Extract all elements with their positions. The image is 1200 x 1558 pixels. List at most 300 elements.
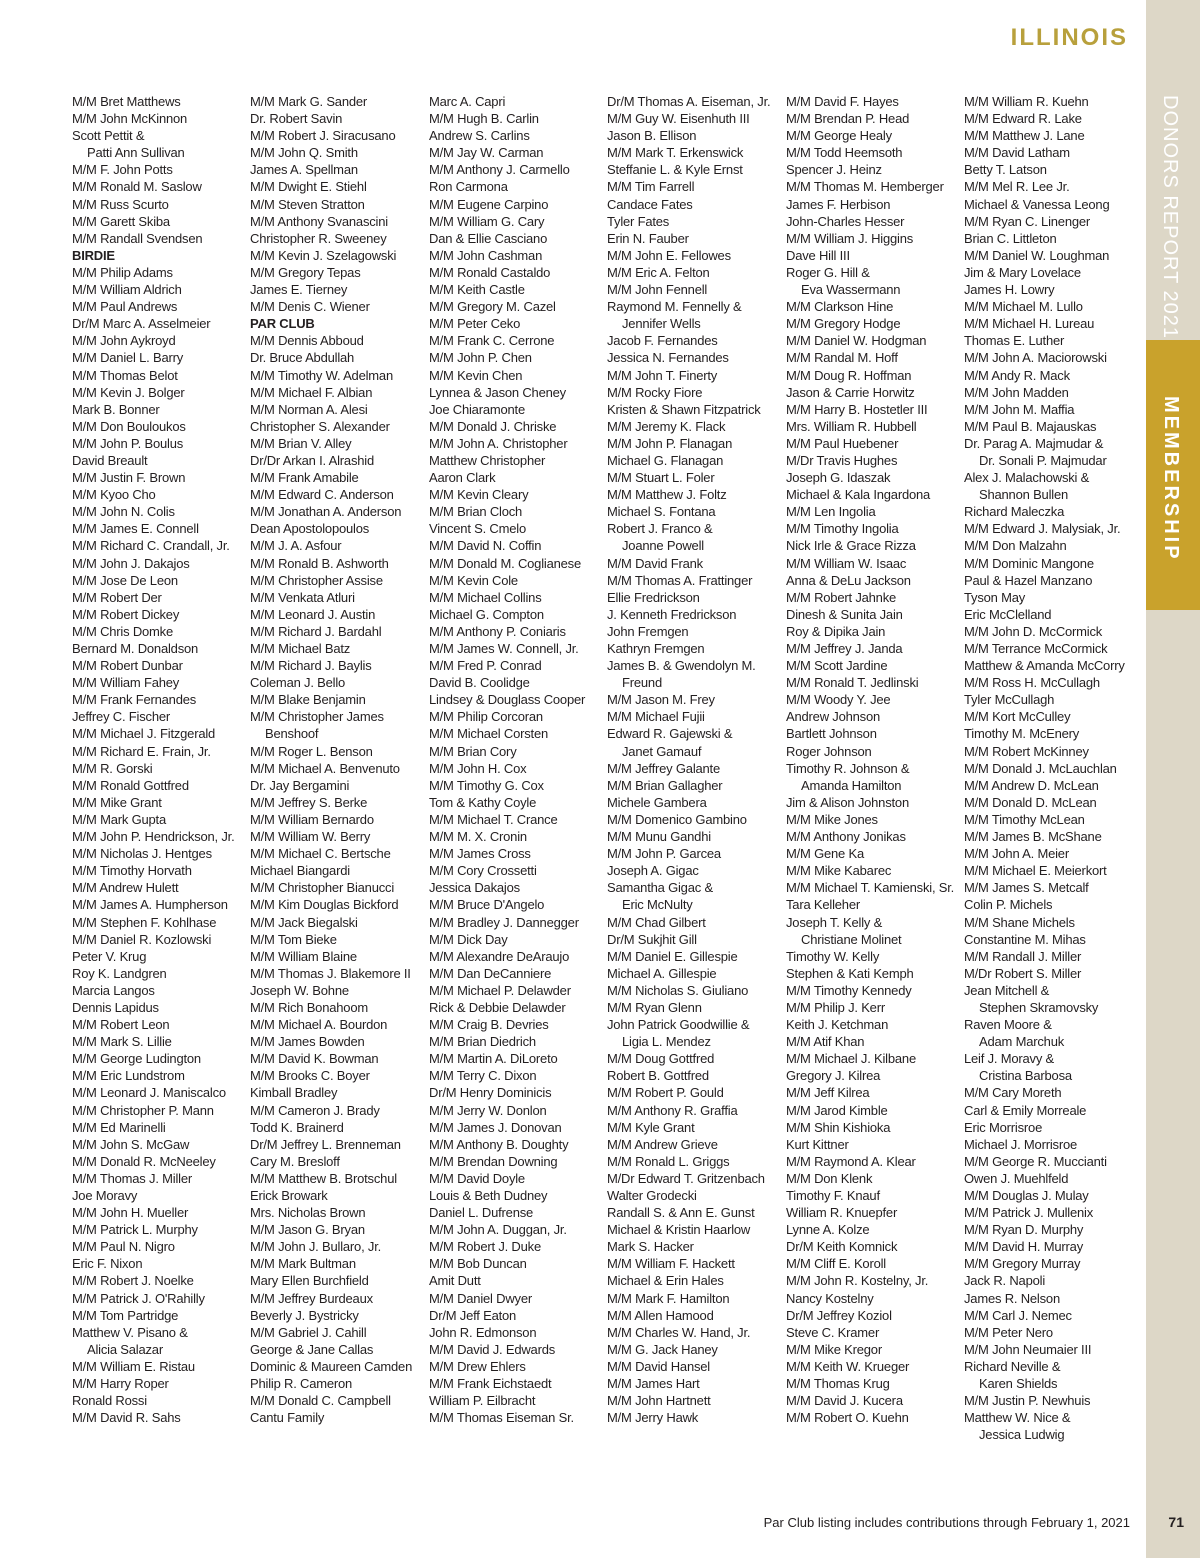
donor-name: John Fremgen bbox=[607, 623, 689, 639]
donor-name: Ron Carmona bbox=[429, 179, 508, 195]
donor-name: M/M Don Malzahn bbox=[964, 538, 1067, 554]
donor-name: M/M Anthony Jonikas bbox=[786, 829, 906, 845]
donor-name: James F. Herbison bbox=[786, 196, 891, 212]
donor-name: M/M Drew Ehlers bbox=[429, 1358, 526, 1374]
donor-name: M/M Justin P. Newhuis bbox=[964, 1393, 1091, 1409]
donor-name-continued: Benshoof bbox=[265, 726, 319, 742]
donor-name: M/M Christopher Assise bbox=[250, 572, 383, 588]
donor-name: Erin N. Fauber bbox=[607, 230, 689, 246]
donor-name: M/M Doug R. Hoffman bbox=[786, 367, 912, 383]
donor-name: Steve C. Kramer bbox=[786, 1324, 880, 1340]
donor-name: M/M Daniel W. Loughman bbox=[964, 247, 1110, 263]
donor-name: Jim & Mary Lovelace bbox=[964, 264, 1081, 280]
donor-name: M/M Cory Crossetti bbox=[429, 863, 537, 879]
donor-name: M/M Thomas Krug bbox=[786, 1376, 890, 1392]
donor-name: M/M Robert McKinney bbox=[964, 743, 1089, 759]
donor-name: M/M John Neumaier III bbox=[964, 1341, 1092, 1357]
donor-name: M/M Jeffrey J. Janda bbox=[786, 641, 903, 656]
donor-name: M/M Jeffrey Galante bbox=[607, 760, 721, 776]
donor-name: M/M Robert O. Kuehn bbox=[786, 1410, 909, 1426]
sidebar-report-label: DONORS REPORT 2021 bbox=[1159, 95, 1181, 340]
donor-name: M/M Paul B. Majauskas bbox=[964, 418, 1097, 434]
donor-name: M/M Ronald B. Ashworth bbox=[250, 555, 389, 571]
donor-name: M/M Robert P. Gould bbox=[607, 1085, 724, 1101]
donor-name: Dr. Robert Savin bbox=[250, 111, 343, 127]
donor-name: M/M Bret Matthews bbox=[72, 94, 181, 109]
donor-name: M/M Michael C. Bertsche bbox=[250, 846, 391, 862]
donor-name: M/M Michael J. Fitzgerald bbox=[72, 726, 216, 742]
donor-name: M/M Kyle Grant bbox=[607, 1119, 695, 1135]
donor-name: Dean Apostolopoulos bbox=[250, 521, 370, 537]
donor-name: M/M Donald R. McNeeley bbox=[72, 1153, 216, 1169]
donor-name: M/M Paul Andrews bbox=[72, 299, 178, 315]
sidebar bbox=[1146, 0, 1200, 1558]
donor-name: M/M Michael Fujii bbox=[607, 709, 705, 725]
donor-name: M/M Robert Dickey bbox=[72, 606, 180, 622]
donor-name: M/M Jose De Leon bbox=[72, 572, 178, 588]
donor-name: M/M Munu Gandhi bbox=[607, 829, 711, 845]
donor-name: M/M Domenico Gambino bbox=[607, 811, 747, 827]
donor-name: M/M Chad Gilbert bbox=[607, 914, 706, 930]
donor-name: Richard Maleczka bbox=[964, 504, 1065, 520]
donor-name: M/M Michael T. Kamienski, Sr. bbox=[786, 880, 955, 896]
donor-name: M/M Bradley J. Dannegger bbox=[429, 914, 579, 930]
donor-name: M/M Raymond A. Klear bbox=[786, 1153, 916, 1169]
donor-name: Mrs. Nicholas Brown bbox=[250, 1205, 366, 1221]
donor-name: M/M Michael E. Meierkort bbox=[964, 863, 1107, 879]
donor-name: M/M Shin Kishioka bbox=[786, 1119, 891, 1135]
donor-name: Dr/Dr Arkan I. Alrashid bbox=[250, 452, 374, 468]
donor-name: Joe Chiaramonte bbox=[429, 401, 525, 417]
donor-name: M/M Robert J. Duke bbox=[429, 1239, 541, 1255]
donor-name: Todd K. Brainerd bbox=[250, 1119, 344, 1135]
donor-name: M/M John A. Christopher bbox=[429, 435, 568, 451]
donor-name: M/M Timothy Horvath bbox=[72, 863, 192, 879]
donor-name: Gregory J. Kilrea bbox=[786, 1068, 881, 1084]
donor-name: M/M Andrew Grieve bbox=[607, 1136, 718, 1152]
donor-name: M/M Frank Amabile bbox=[250, 470, 359, 486]
donor-name: M/M Patrick J. O'Rahilly bbox=[72, 1290, 205, 1306]
donor-name: M/M William Aldrich bbox=[72, 282, 182, 298]
donor-name: Lindsey & Douglass Cooper bbox=[429, 692, 586, 708]
donor-name: Steffanie L. & Kyle Ernst bbox=[607, 162, 743, 178]
donor-name: Dr/M Jeffrey Koziol bbox=[786, 1307, 892, 1323]
donor-category-heading: BIRDIE bbox=[72, 247, 115, 263]
donor-name: Tyler McCullagh bbox=[964, 692, 1055, 708]
donor-name: M/M Kevin Chen bbox=[429, 367, 523, 383]
donor-name: M/M John Q. Smith bbox=[250, 145, 358, 161]
donor-name: M/M Anthony Svanascini bbox=[250, 213, 388, 229]
donor-name: John R. Edmonson bbox=[429, 1324, 537, 1340]
donor-column-6 bbox=[964, 93, 1138, 1443]
donor-name-continued: Alicia Salazar bbox=[87, 1341, 163, 1357]
donor-name: M/M Timothy Ingolia bbox=[786, 521, 899, 537]
donor-name: Matthew V. Pisano & bbox=[72, 1324, 188, 1340]
donor-name: M/M Mark F. Hamilton bbox=[607, 1290, 730, 1306]
donor-name: M/M David Hansel bbox=[607, 1358, 710, 1374]
donor-name: M/M Richard C. Crandall, Jr. bbox=[72, 538, 230, 554]
donor-name: Edward R. Gajewski & bbox=[607, 726, 733, 742]
donor-name: Michael & Kala Ingardona bbox=[786, 487, 931, 503]
donor-name: M/M Jeffrey S. Berke bbox=[250, 794, 368, 810]
donor-name: Mark B. Bonner bbox=[72, 401, 160, 417]
donor-name: M/M Anthony B. Doughty bbox=[429, 1136, 569, 1152]
donor-name: M/M Mark G. Sander bbox=[250, 94, 368, 109]
donor-name: Jacob F. Fernandes bbox=[607, 333, 718, 349]
donor-name: M/M Randal M. Hoff bbox=[786, 350, 898, 366]
donor-name: M/M William Bernardo bbox=[250, 811, 374, 827]
donor-name: M/M Robert Der bbox=[72, 589, 162, 605]
donor-name: Spencer J. Heinz bbox=[786, 162, 882, 178]
donor-name: Tyson May bbox=[964, 589, 1026, 605]
donor-name: Daniel L. Dufrense bbox=[429, 1205, 534, 1221]
donor-name: M/M Harry B. Hostetler III bbox=[786, 401, 928, 417]
donor-name: James H. Lowry bbox=[964, 282, 1055, 298]
donor-name: M/M David Doyle bbox=[429, 1170, 525, 1186]
donor-name: M/M Ryan D. Murphy bbox=[964, 1222, 1084, 1238]
donor-name: William R. Knuepfer bbox=[786, 1205, 898, 1221]
donor-name: M/M Dennis Abboud bbox=[250, 333, 364, 349]
donor-column-4 bbox=[607, 93, 781, 1426]
donor-name: M/M John S. McGaw bbox=[72, 1136, 190, 1152]
page-number: 71 bbox=[1168, 1514, 1184, 1530]
donor-name: Alex J. Malachowski & bbox=[964, 470, 1090, 486]
donor-name: M/M Matthew J. Lane bbox=[964, 128, 1085, 144]
donor-columns bbox=[72, 93, 1132, 1453]
donor-name: M/M Timothy G. Cox bbox=[429, 777, 544, 793]
donor-name: Philip R. Cameron bbox=[250, 1376, 353, 1392]
donor-name: M/M John H. Mueller bbox=[72, 1205, 189, 1221]
donor-name: M/M Brian Cory bbox=[429, 743, 517, 759]
donor-name: M/M Paul Huebener bbox=[786, 435, 899, 451]
donor-name: M/M Ryan C. Linenger bbox=[964, 213, 1091, 229]
donor-name: M/M Christopher James bbox=[250, 709, 384, 725]
donor-name: M/M Douglas J. Mulay bbox=[964, 1188, 1089, 1203]
donor-name: M/M Bob Duncan bbox=[429, 1256, 527, 1272]
donor-name: Michael & Kristin Haarlow bbox=[607, 1222, 751, 1238]
donor-name: David Breault bbox=[72, 452, 148, 468]
donor-name: M/M John Hartnett bbox=[607, 1393, 711, 1409]
donor-name: M/M Kevin Cleary bbox=[429, 487, 529, 503]
donor-name: M/M William E. Ristau bbox=[72, 1358, 195, 1374]
donor-name: Brian C. Littleton bbox=[964, 230, 1057, 246]
donor-name: Leif J. Moravy & bbox=[964, 1051, 1054, 1067]
donor-name: Joe Moravy bbox=[72, 1188, 138, 1203]
donor-name: M/M Ronald M. Saslow bbox=[72, 179, 202, 195]
donor-name: Eric Morrisroe bbox=[964, 1119, 1043, 1135]
donor-name: M/M Carl J. Nemec bbox=[964, 1307, 1072, 1323]
page-section-title: ILLINOIS bbox=[1010, 24, 1128, 51]
donor-name: M/M Frank C. Cerrone bbox=[429, 333, 555, 349]
donor-name: M/M John P. Hendrickson, Jr. bbox=[72, 829, 235, 845]
donor-name: Jeffrey C. Fischer bbox=[72, 709, 171, 725]
donor-name: M/M Michael H. Lureau bbox=[964, 316, 1095, 332]
donor-name: M/M Edward C. Anderson bbox=[250, 487, 394, 503]
donor-name: Robert J. Franco & bbox=[607, 521, 713, 537]
donor-name: Dan & Ellie Casciano bbox=[429, 230, 548, 246]
donor-name: M/M Andrew D. McLean bbox=[964, 777, 1099, 793]
donor-name: M/M Nicholas S. Giuliano bbox=[607, 982, 749, 998]
donor-name: M/M Robert J. Noelke bbox=[72, 1273, 194, 1289]
donor-name: M/M Richard E. Frain, Jr. bbox=[72, 743, 211, 759]
donor-name: M/M William Blaine bbox=[250, 948, 357, 964]
donor-name: M/M R. Gorski bbox=[72, 760, 153, 776]
donor-name: M/M Randall J. Miller bbox=[964, 948, 1082, 964]
donor-name: M/M Mark S. Lillie bbox=[72, 1034, 172, 1050]
donor-name: M/M Michael J. Kilbane bbox=[786, 1051, 916, 1067]
donor-name-continued: Cristina Barbosa bbox=[979, 1068, 1072, 1084]
donor-name: M/M Ronald Gottfred bbox=[72, 777, 189, 793]
donor-name: M/M Hugh B. Carlin bbox=[429, 111, 539, 127]
donor-name: M/M John D. McCormick bbox=[964, 623, 1103, 639]
donor-name: M/M Philip Corcoran bbox=[429, 709, 543, 725]
donor-name: Michele Gambera bbox=[607, 794, 707, 810]
donor-name: M/M Jack Biegalski bbox=[250, 914, 358, 930]
donor-name-continued: Jessica Ludwig bbox=[979, 1427, 1065, 1443]
donor-name: M/M Christopher Bianucci bbox=[250, 880, 395, 896]
donor-name: M/M F. John Potts bbox=[72, 162, 173, 178]
donor-name: Ellie Fredrickson bbox=[607, 589, 700, 605]
donor-name: M/M William F. Hackett bbox=[607, 1256, 735, 1272]
donor-name: M/M Edward R. Lake bbox=[964, 111, 1082, 127]
donor-name: Erick Browark bbox=[250, 1188, 328, 1203]
donor-name: M/M Atif Khan bbox=[786, 1034, 865, 1050]
donor-name: M/M William W. Berry bbox=[250, 829, 371, 845]
donor-name: M/M Harry Roper bbox=[72, 1376, 169, 1392]
donor-name: M/M Randall Svendsen bbox=[72, 230, 203, 246]
donor-name: M/M Jason M. Frey bbox=[607, 692, 715, 708]
donor-name: M/M William W. Isaac bbox=[786, 555, 907, 571]
donor-name: M/M Steven Stratton bbox=[250, 196, 365, 212]
donor-name: James E. Tierney bbox=[250, 282, 348, 298]
donor-name: M/M John P. Flanagan bbox=[607, 435, 733, 451]
donor-name: M/M Patrick L. Murphy bbox=[72, 1222, 198, 1238]
donor-name-continued: Shannon Bullen bbox=[979, 487, 1068, 503]
donor-column-1 bbox=[72, 93, 246, 1426]
donor-name: Dave Hill III bbox=[786, 247, 850, 263]
donor-name: M/M Ronald T. Jedlinski bbox=[786, 675, 919, 691]
donor-name: Marcia Langos bbox=[72, 982, 155, 998]
donor-name: Mary Ellen Burchfield bbox=[250, 1273, 369, 1289]
donor-name: M/M Daniel Dwyer bbox=[429, 1290, 532, 1306]
donor-name: M/M Norman A. Alesi bbox=[250, 401, 368, 417]
donor-name: William P. Eilbracht bbox=[429, 1393, 536, 1409]
donor-name: M/M John N. Colis bbox=[72, 504, 175, 520]
donor-name: M/M Mark T. Erkenswick bbox=[607, 145, 744, 161]
donor-name: Dennis Lapidus bbox=[72, 999, 159, 1015]
donor-name: Eric McClelland bbox=[964, 606, 1052, 622]
donor-name: M/M William G. Cary bbox=[429, 213, 545, 229]
donor-name: M/M Brian Diedrich bbox=[429, 1034, 536, 1050]
donor-name: M/M John H. Cox bbox=[429, 760, 527, 776]
donor-name: M/M Rich Bonahoom bbox=[250, 999, 368, 1015]
donor-name: M/M Philip J. Kerr bbox=[786, 999, 885, 1015]
donor-name: M/M Andy R. Mack bbox=[964, 367, 1070, 383]
donor-name: M/M Kim Douglas Bickford bbox=[250, 897, 399, 913]
donor-name-continued: Adam Marchuk bbox=[979, 1034, 1065, 1050]
donor-name: M/M Donald D. McLean bbox=[964, 794, 1097, 810]
donor-name: Dr/M Jeff Eaton bbox=[429, 1307, 517, 1323]
donor-name: M/M Garett Skiba bbox=[72, 213, 170, 229]
donor-name: Roy & Dipika Jain bbox=[786, 623, 886, 639]
donor-name: M/M James Bowden bbox=[250, 1034, 365, 1050]
donor-name: Raymond M. Fennelly & bbox=[607, 299, 742, 315]
donor-name: M/M Frank Fernandes bbox=[72, 692, 197, 708]
donor-name-continued: Freund bbox=[622, 675, 662, 691]
donor-name: M/M Daniel E. Gillespie bbox=[607, 948, 738, 964]
donor-name: Cantu Family bbox=[250, 1410, 325, 1426]
donor-name: M/M Mike Grant bbox=[72, 794, 162, 810]
donor-name: M/M John A. Meier bbox=[964, 846, 1069, 862]
donor-name: Michael & Vanessa Leong bbox=[964, 196, 1110, 212]
donor-name: M/M Len Ingolia bbox=[786, 504, 876, 520]
donor-name: Roger G. Hill & bbox=[786, 264, 870, 280]
donor-name: Matthew W. Nice & bbox=[964, 1410, 1071, 1426]
donor-name: M/M John Fennell bbox=[607, 282, 708, 298]
donor-name: M/M Russ Scurto bbox=[72, 196, 169, 212]
donor-name: M/M Mel R. Lee Jr. bbox=[964, 179, 1070, 195]
donor-name: M/M Dominic Mangone bbox=[964, 555, 1094, 571]
donor-name: Dominic & Maureen Camden bbox=[250, 1358, 413, 1374]
donor-name: M/M Dan DeCanniere bbox=[429, 965, 552, 981]
donor-name: Raven Moore & bbox=[964, 1017, 1052, 1033]
donor-name: M/M James Hart bbox=[607, 1376, 700, 1392]
donor-name: M/M Ed Marinelli bbox=[72, 1119, 166, 1135]
donor-name: M/M Daniel W. Hodgman bbox=[786, 333, 927, 349]
donor-name-continued: Amanda Hamilton bbox=[801, 777, 902, 793]
donor-name: M/M George Healy bbox=[786, 128, 892, 144]
donor-name: Joseph A. Gigac bbox=[607, 863, 699, 879]
donor-name: Michael & Erin Hales bbox=[607, 1273, 724, 1289]
donor-name: M/M James J. Donovan bbox=[429, 1119, 562, 1135]
donor-name: Thomas E. Luther bbox=[964, 333, 1065, 349]
donor-name: M/M Shane Michels bbox=[964, 914, 1075, 930]
donor-name: M/M Mike Kabarec bbox=[786, 863, 892, 879]
donor-name: Jim & Alison Johnston bbox=[786, 794, 909, 810]
donor-name: M/M John Madden bbox=[964, 384, 1069, 400]
donor-name: Owen J. Muehlfeld bbox=[964, 1170, 1069, 1186]
donor-name: M/M John P. Boulus bbox=[72, 435, 184, 451]
donor-name: George & Jane Callas bbox=[250, 1341, 374, 1357]
donor-name: Jack R. Napoli bbox=[964, 1273, 1046, 1289]
donor-name: M/M David J. Edwards bbox=[429, 1341, 556, 1357]
donor-name: M/M John M. Maffia bbox=[964, 401, 1075, 417]
donor-name: M/M M. X. Cronin bbox=[429, 829, 527, 845]
donor-name: M/M Mike Jones bbox=[786, 811, 878, 827]
donor-name: M/M Eric A. Felton bbox=[607, 264, 710, 280]
donor-name: Matthew & Amanda McCorry bbox=[964, 658, 1125, 674]
donor-name: Dr. Jay Bergamini bbox=[250, 777, 350, 793]
donor-name: Lynne A. Kolze bbox=[786, 1222, 870, 1238]
donor-name: M/M Thomas A. Frattinger bbox=[607, 572, 753, 588]
donor-name: Roy K. Landgren bbox=[72, 965, 167, 981]
donor-name: Stephen & Kati Kemph bbox=[786, 965, 914, 981]
donor-name: M/M Cameron J. Brady bbox=[250, 1102, 380, 1118]
donor-name-continued: Christiane Molinet bbox=[801, 931, 902, 947]
donor-name: M/M John J. Dakajos bbox=[72, 555, 190, 571]
donor-name: M/M Doug Gottfred bbox=[607, 1051, 715, 1067]
donor-name: Scott Pettit & bbox=[72, 128, 145, 144]
donor-name: Kristen & Shawn Fitzpatrick bbox=[607, 401, 761, 417]
donor-name: Aaron Clark bbox=[429, 470, 496, 486]
donor-name: M/M Robert Leon bbox=[72, 1017, 170, 1033]
donor-name: M/M Blake Benjamin bbox=[250, 692, 366, 708]
donor-name: M/M Gregory Tepas bbox=[250, 264, 361, 280]
donor-name-continued: Dr. Sonali P. Majmudar bbox=[979, 452, 1107, 468]
donor-name: Andrew Johnson bbox=[786, 709, 881, 725]
donor-name: M/M Todd Heemsoth bbox=[786, 145, 903, 161]
donor-name: M/M Brendan P. Head bbox=[786, 111, 910, 127]
donor-name: James A. Spellman bbox=[250, 162, 358, 178]
donor-name: M/M Thomas J. Blakemore II bbox=[250, 965, 411, 981]
donor-name: Peter V. Krug bbox=[72, 948, 147, 964]
donor-name: M/M John A. Duggan, Jr. bbox=[429, 1222, 567, 1238]
donor-name: Dr/M Marc A. Asselmeier bbox=[72, 316, 211, 332]
donor-name: Timothy W. Kelly bbox=[786, 948, 880, 964]
donor-name: M/M Brooks C. Boyer bbox=[250, 1068, 370, 1084]
donor-name: M/M J. A. Asfour bbox=[250, 538, 342, 554]
donor-name-continued: Ligia L. Mendez bbox=[622, 1034, 711, 1050]
donor-name: Dr/M Henry Dominicis bbox=[429, 1085, 552, 1101]
donor-name: M/M Leonard J. Austin bbox=[250, 606, 376, 622]
donor-name: M/M Michael M. Lullo bbox=[964, 299, 1083, 315]
donor-name: M/M Rocky Fiore bbox=[607, 384, 703, 400]
donor-name: M/M Alexandre DeAraujo bbox=[429, 948, 570, 964]
donor-name: M/M Thomas M. Hemberger bbox=[786, 179, 944, 195]
donor-name: M/M John T. Finerty bbox=[607, 367, 718, 383]
sidebar-report-label-area bbox=[1146, 0, 1200, 340]
donor-name: M/M Venkata Atluri bbox=[250, 589, 355, 605]
donor-name: Kurt Kittner bbox=[786, 1136, 849, 1152]
donor-name: Eric F. Nixon bbox=[72, 1256, 143, 1272]
donor-name: M/M William Fahey bbox=[72, 675, 180, 691]
donor-name: M/M Kyoo Cho bbox=[72, 487, 156, 503]
donor-name: M/M Justin F. Brown bbox=[72, 470, 186, 486]
donor-name: M/M Thomas J. Miller bbox=[72, 1170, 192, 1186]
donor-name: Michael G. Compton bbox=[429, 606, 544, 622]
donor-name: M/M Tom Bieke bbox=[250, 931, 337, 947]
donor-name-continued: Patti Ann Sullivan bbox=[87, 145, 185, 161]
donor-name: M/M Ronald Castaldo bbox=[429, 264, 551, 280]
donor-name: Amit Dutt bbox=[429, 1273, 481, 1289]
donor-name: M/M John P. Garcea bbox=[607, 846, 721, 862]
donor-name: M/M Andrew Hulett bbox=[72, 880, 179, 896]
donor-name: M/M Tim Farrell bbox=[607, 179, 695, 195]
donor-name: M/M Peter Nero bbox=[964, 1324, 1053, 1340]
donor-name: M/M John P. Chen bbox=[429, 350, 532, 366]
donor-name: M/M David H. Murray bbox=[964, 1239, 1083, 1255]
donor-name: Carl & Emily Morreale bbox=[964, 1102, 1087, 1118]
donor-name: M/M Chris Domke bbox=[72, 623, 174, 639]
donor-name: M/M Philip Adams bbox=[72, 264, 173, 280]
donor-name: Dinesh & Sunita Jain bbox=[786, 606, 903, 622]
donor-name: Timothy F. Knauf bbox=[786, 1188, 880, 1203]
donor-name: Beverly J. Bystricky bbox=[250, 1307, 359, 1323]
donor-name-continued: Janet Gamauf bbox=[622, 743, 702, 759]
donor-name: Jessica N. Fernandes bbox=[607, 350, 729, 366]
donor-name: Dr/M Thomas A. Eiseman, Jr. bbox=[607, 94, 771, 109]
donor-name: M/M Keith Castle bbox=[429, 282, 525, 298]
donor-name: M/M Timothy McLean bbox=[964, 811, 1085, 827]
donor-name: M/M Richard J. Bardahl bbox=[250, 623, 382, 639]
donor-category-heading: PAR CLUB bbox=[250, 316, 315, 332]
donor-name: M/M David K. Bowman bbox=[250, 1051, 379, 1067]
donor-name: Joseph W. Bohne bbox=[250, 982, 349, 998]
donor-name: M/M Nicholas J. Hentges bbox=[72, 846, 212, 862]
donor-column-5 bbox=[786, 93, 960, 1426]
donor-name: M/M John Aykroyd bbox=[72, 333, 176, 349]
donor-name: M/M Jonathan A. Anderson bbox=[250, 504, 402, 520]
